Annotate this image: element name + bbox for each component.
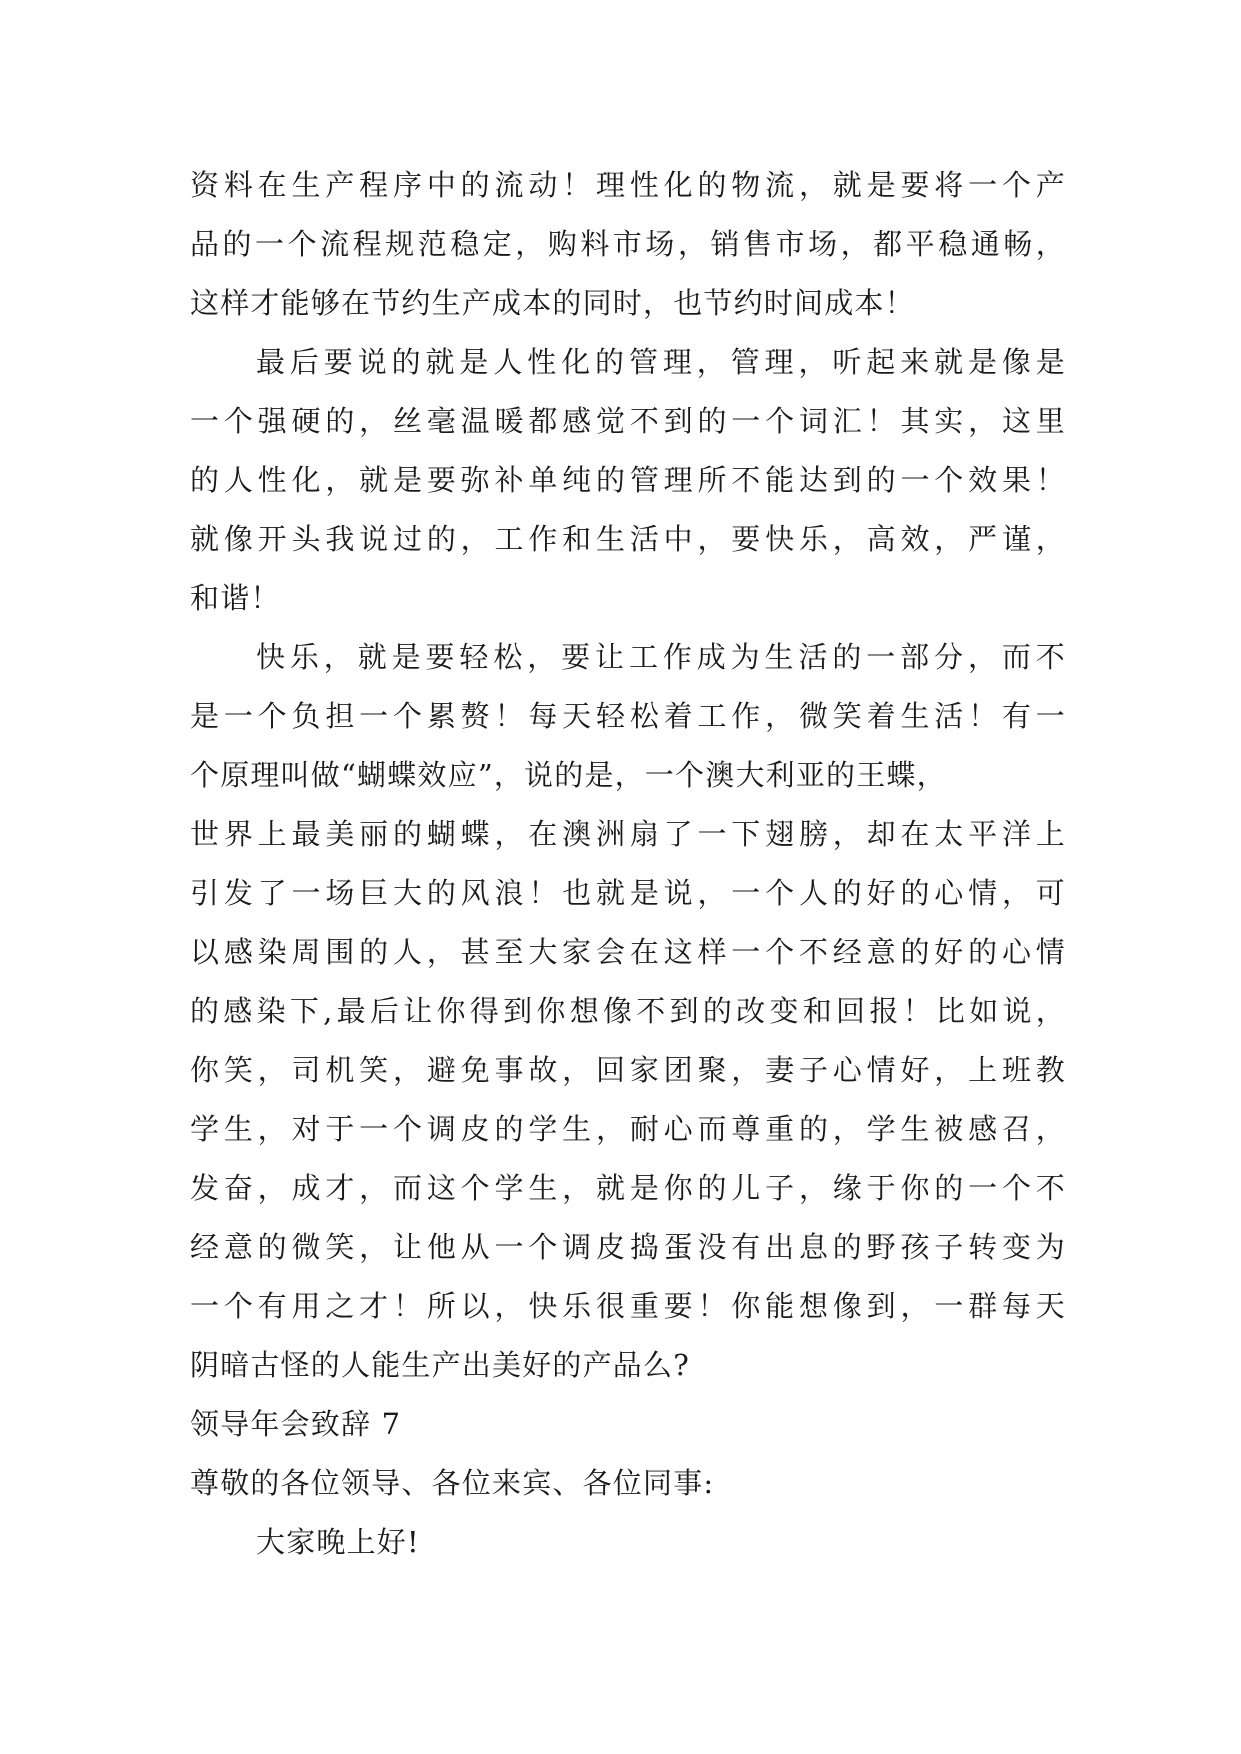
text-line: 一个强硬的，丝毫温暖都感觉不到的一个词汇！其实，这里 (190, 404, 1066, 438)
text-line: 是一个负担一个累赘！每天轻松着工作，微笑着生活！有一 (190, 699, 1066, 733)
text-line: 的感染下,最后让你得到你想像不到的改变和回报！比如说， (190, 994, 1066, 1028)
text-line: 和谐！ (190, 581, 281, 615)
text-line: 品的一个流程规范稳定，购料市场，销售市场，都平稳通畅， (190, 227, 1066, 261)
text-line: 这样才能够在节约生产成本的同时，也节约时间成本！ (190, 286, 915, 320)
text-line: 最后要说的就是人性化的管理，管理，听起来就是像是 (256, 345, 1066, 379)
text-line: 以感染周围的人，甚至大家会在这样一个不经意的好的心情 (190, 935, 1066, 969)
text-line: 引发了一场巨大的风浪！也就是说，一个人的好的心情，可 (190, 876, 1066, 910)
text-line: 学生，对于一个调皮的学生，耐心而尊重的，学生被感召， (190, 1112, 1066, 1146)
text-line: 一个有用之才！所以，快乐很重要！你能想像到，一群每天 (190, 1289, 1066, 1323)
document-body (190, 156, 1066, 1572)
text-line: 阴暗古怪的人能生产出美好的产品么? (190, 1348, 690, 1382)
text-line: 领导年会致辞 7 (190, 1407, 402, 1441)
text-line: 的人性化，就是要弥补单纯的管理所不能达到的一个效果！ (190, 463, 1066, 497)
text-line: 快乐，就是要轻松，要让工作成为生活的一部分，而不 (256, 640, 1066, 674)
text-line: 发奋，成才，而这个学生，就是你的儿子，缘于你的一个不 (190, 1171, 1066, 1205)
text-line: 世界上最美丽的蝴蝶，在澳洲扇了一下翅膀，却在太平洋上 (190, 817, 1066, 851)
text-line: 就像开头我说过的，工作和生活中，要快乐，高效，严谨， (190, 522, 1066, 556)
text-line: 尊敬的各位领导、各位来宾、各位同事: (190, 1466, 715, 1500)
text-line: 个原理叫做“蝴蝶效应”，说的是，一个澳大利亚的王蝶， (190, 758, 947, 792)
text-line: 大家晚上好! (256, 1525, 420, 1559)
text-line: 你笑，司机笑，避免事故，回家团聚，妻子心情好，上班教 (190, 1053, 1066, 1087)
text-line: 资料在生产程序中的流动！理性化的物流，就是要将一个产 (190, 168, 1066, 202)
text-line: 经意的微笑，让他从一个调皮捣蛋没有出息的野孩子转变为 (190, 1230, 1066, 1264)
